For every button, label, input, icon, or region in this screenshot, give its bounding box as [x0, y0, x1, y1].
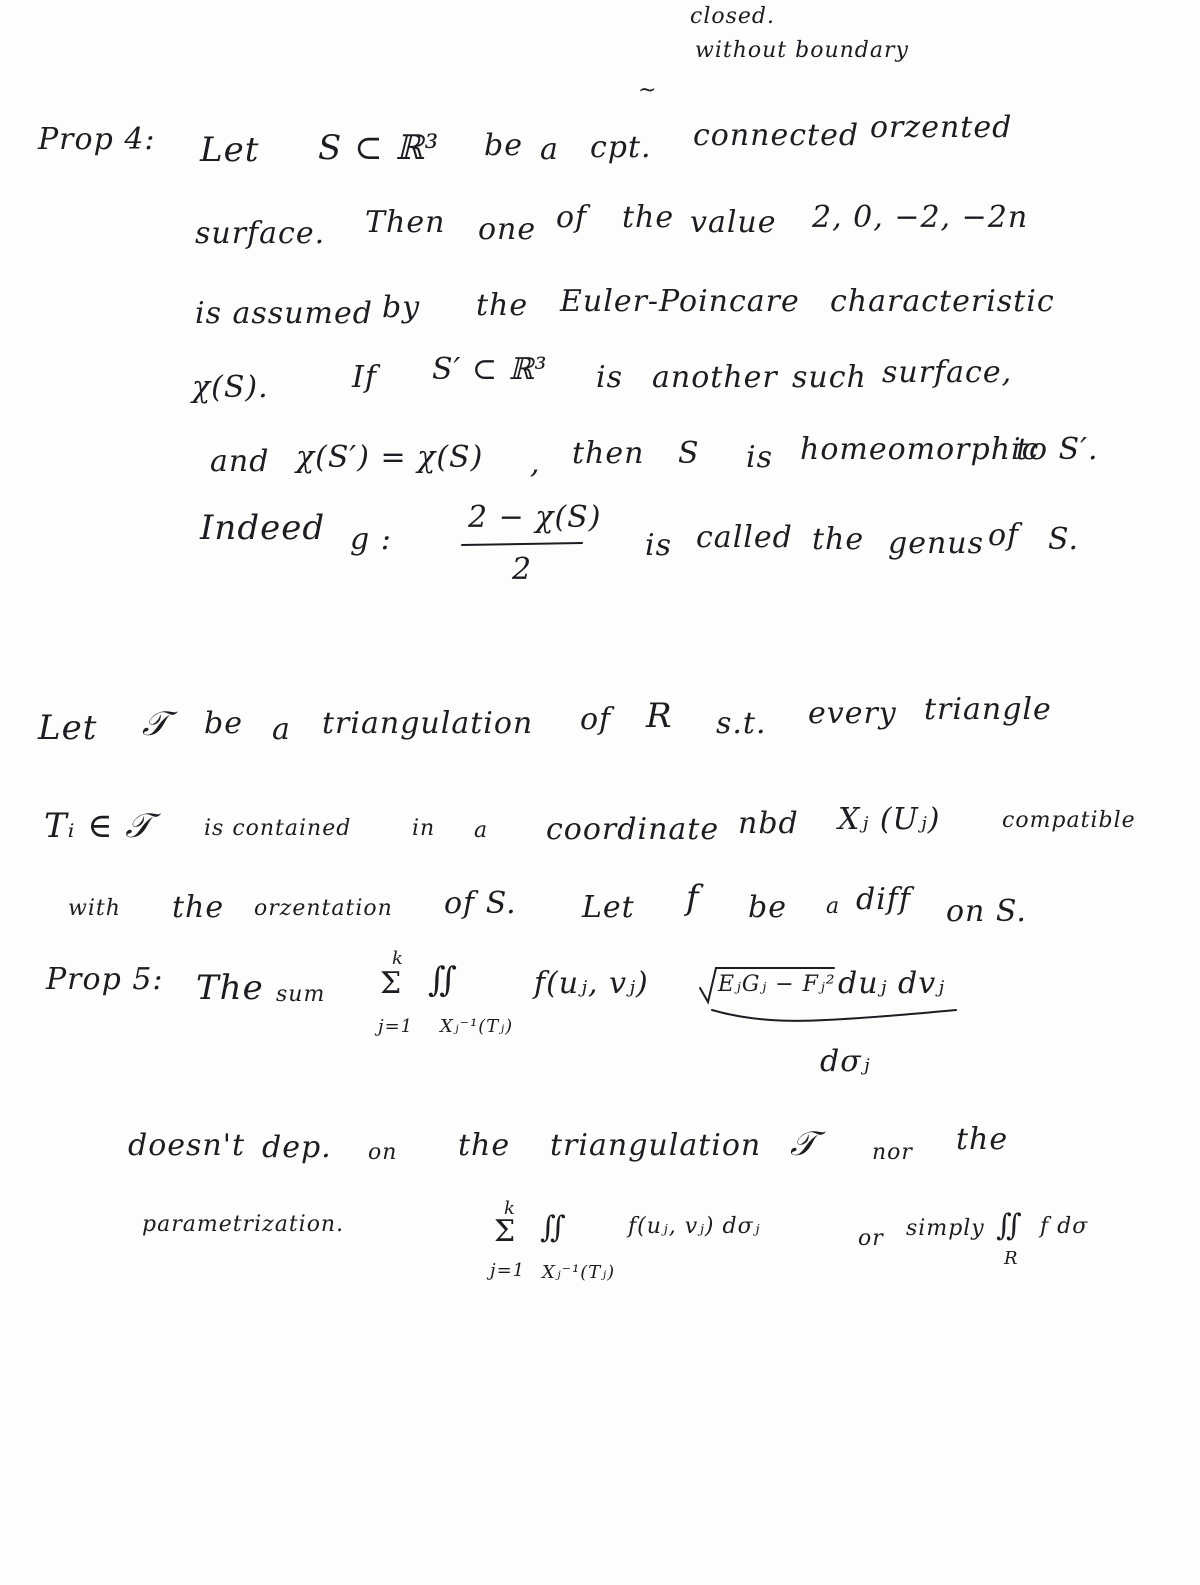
prop5-final-integral: ∬ [996, 1208, 1023, 1243]
prop5-root-content: EⱼGⱼ − Fⱼ² [718, 972, 836, 997]
prop4-to-S-prime: to S′. [1016, 432, 1099, 467]
prop4-chi-equal: χ(S′) = χ(S) [296, 440, 484, 475]
prop5-integral-domain-2: Xⱼ⁻¹(Tⱼ) [542, 1262, 616, 1283]
prop4-is-assumed: is assumed [195, 296, 373, 331]
prop4-euler-poincare: Euler-Poincare [560, 284, 800, 319]
prop5-differentials: duⱼ dvⱼ [838, 966, 946, 1001]
para2-a-2: a [474, 818, 489, 843]
prop5-radical-sign [700, 968, 834, 1002]
prop4-homeomorphic: homeomorphic [800, 432, 1040, 467]
para2-f: f [686, 878, 700, 918]
genus-fraction-bar [462, 543, 582, 545]
prop5-sum2-upper: k [504, 1198, 516, 1219]
prop5-double-integral: ∬ [428, 960, 458, 1000]
prop4-the-2: the [476, 288, 529, 323]
para2-orzentation: orzentation [254, 896, 393, 921]
para2-R: R [646, 696, 673, 736]
para2-a: a [272, 712, 291, 747]
prop4-chi-S: χ(S). [192, 370, 269, 405]
prop5-T-script: 𝒯 [790, 1124, 818, 1164]
para2-T-script: 𝒯 [142, 704, 170, 744]
prop4-genus: genus [888, 526, 984, 561]
para2-nbd: nbd [738, 806, 799, 841]
para2-Ti-in-T: Tᵢ ∈ 𝒯 [44, 806, 153, 846]
para2-Xj-Uj: Xⱼ (Uⱼ) [838, 802, 941, 837]
prop4-if: If [352, 360, 377, 395]
para2-of-S: of S. [444, 886, 517, 921]
prop5-the-2: the [458, 1128, 511, 1163]
prop4-the-3: the [812, 522, 865, 557]
annotation-caret: ~ [638, 78, 658, 103]
para2-st: s.t. [716, 706, 767, 741]
genus-denominator: 2 [512, 552, 533, 587]
prop4-surface-2: surface, [882, 355, 1013, 390]
prop5-on: on [368, 1140, 398, 1165]
prop4-S: S [678, 436, 700, 471]
prop4-label: Prop 4: [38, 122, 156, 157]
prop4-values-list: 2, 0, −2, −2n [812, 200, 1029, 235]
para2-be-2: be [748, 890, 787, 925]
prop5-brace-label: dσⱼ [820, 1044, 871, 1079]
para2-a-3: a [826, 894, 841, 919]
prop5-integral-domain: Xⱼ⁻¹(Tⱼ) [440, 1016, 514, 1037]
prop4-another: another [652, 360, 778, 395]
prop5-triangulation: triangulation [550, 1128, 762, 1163]
prop5-simply: simply [906, 1216, 985, 1241]
prop5-sum-lower: j=1 [378, 1016, 414, 1037]
prop5-sum-upper: k [392, 948, 404, 969]
prop4-by: by [382, 290, 421, 325]
prop5-dep: dep. [262, 1130, 332, 1165]
prop4-a: a [540, 132, 559, 167]
para2-of: of [580, 702, 612, 737]
prop4-S-in-R3: S ⊂ ℝ³ [318, 128, 440, 168]
para2-let-2: Let [582, 890, 635, 925]
prop5-final-domain: R [1004, 1248, 1019, 1269]
prop5-or: or [858, 1226, 884, 1251]
prop5-sum-symbol: Σ [380, 966, 403, 1001]
genus-numerator: 2 − χ(S) [468, 500, 602, 535]
para2-compatible: compatible [1002, 808, 1136, 833]
prop4-such: such [792, 360, 867, 395]
para2-diff: diff [856, 882, 912, 917]
prop4-the: the [622, 200, 675, 235]
prop5-sum2-symbol: Σ [494, 1214, 517, 1249]
prop4-indeed: Indeed [200, 508, 326, 548]
para2-on-S: on S. [946, 894, 1027, 929]
prop5-doesnt: doesn't [128, 1128, 246, 1163]
prop4-comma: , [530, 446, 541, 481]
prop4-value: value [690, 205, 777, 240]
prop4-S-final: S. [1048, 522, 1080, 557]
prop4-be: be [484, 128, 523, 163]
para2-every: every [808, 696, 897, 731]
prop4-is-3: is [645, 528, 672, 563]
para2-the: the [172, 890, 225, 925]
prop5-parametrization: parametrization. [142, 1212, 345, 1237]
para2-triangulation: triangulation [322, 706, 534, 741]
para2-let: Let [38, 708, 98, 748]
prop4-S-prime-in-R3: S′ ⊂ ℝ³ [432, 352, 548, 387]
prop4-let: Let [200, 130, 260, 170]
para2-in: in [412, 816, 436, 841]
para2-with: with [68, 896, 121, 921]
para2-be: be [204, 706, 243, 741]
prop4-then: Then [365, 205, 446, 240]
prop5-final-integrand: f dσ [1040, 1214, 1089, 1239]
prop4-of: of [556, 200, 588, 235]
para2-triangle: triangle [924, 692, 1052, 727]
prop4-called: called [696, 520, 793, 555]
para2-coordinate: coordinate [546, 812, 720, 847]
prop5-the: The [196, 968, 264, 1008]
prop4-surface: surface. [195, 216, 326, 251]
prop4-then-2: then [572, 436, 645, 471]
prop5-the-3: the [956, 1122, 1009, 1157]
prop5-nor: nor [872, 1140, 913, 1165]
para2-is-contained: is contained [204, 816, 352, 841]
prop5-underbrace [712, 1010, 956, 1021]
annotation-closed: closed. [690, 4, 775, 29]
prop4-characteristic: characteristic [830, 284, 1055, 319]
prop5-integrand: f(uⱼ, vⱼ) [534, 966, 649, 1001]
prop4-is: is [596, 360, 623, 395]
prop4-one: one [478, 212, 537, 247]
prop5-label: Prop 5: [46, 962, 164, 997]
prop5-sum: sum [276, 982, 326, 1007]
prop4-connected: connected [693, 118, 860, 153]
prop5-double-integral-2: ∬ [540, 1210, 567, 1245]
annotation-without-boundary: without boundary [695, 38, 909, 63]
prop5-sum2-lower: j=1 [490, 1260, 526, 1281]
prop4-is-2: is [746, 440, 773, 475]
prop4-orzented: orzented [870, 110, 1013, 145]
prop4-g: g : [350, 522, 392, 557]
prop4-cpt: cpt. [590, 130, 652, 165]
prop4-of-2: of [988, 518, 1020, 553]
prop4-and: and [210, 444, 270, 479]
prop5-integrand-2: f(uⱼ, vⱼ) dσⱼ [628, 1214, 761, 1239]
